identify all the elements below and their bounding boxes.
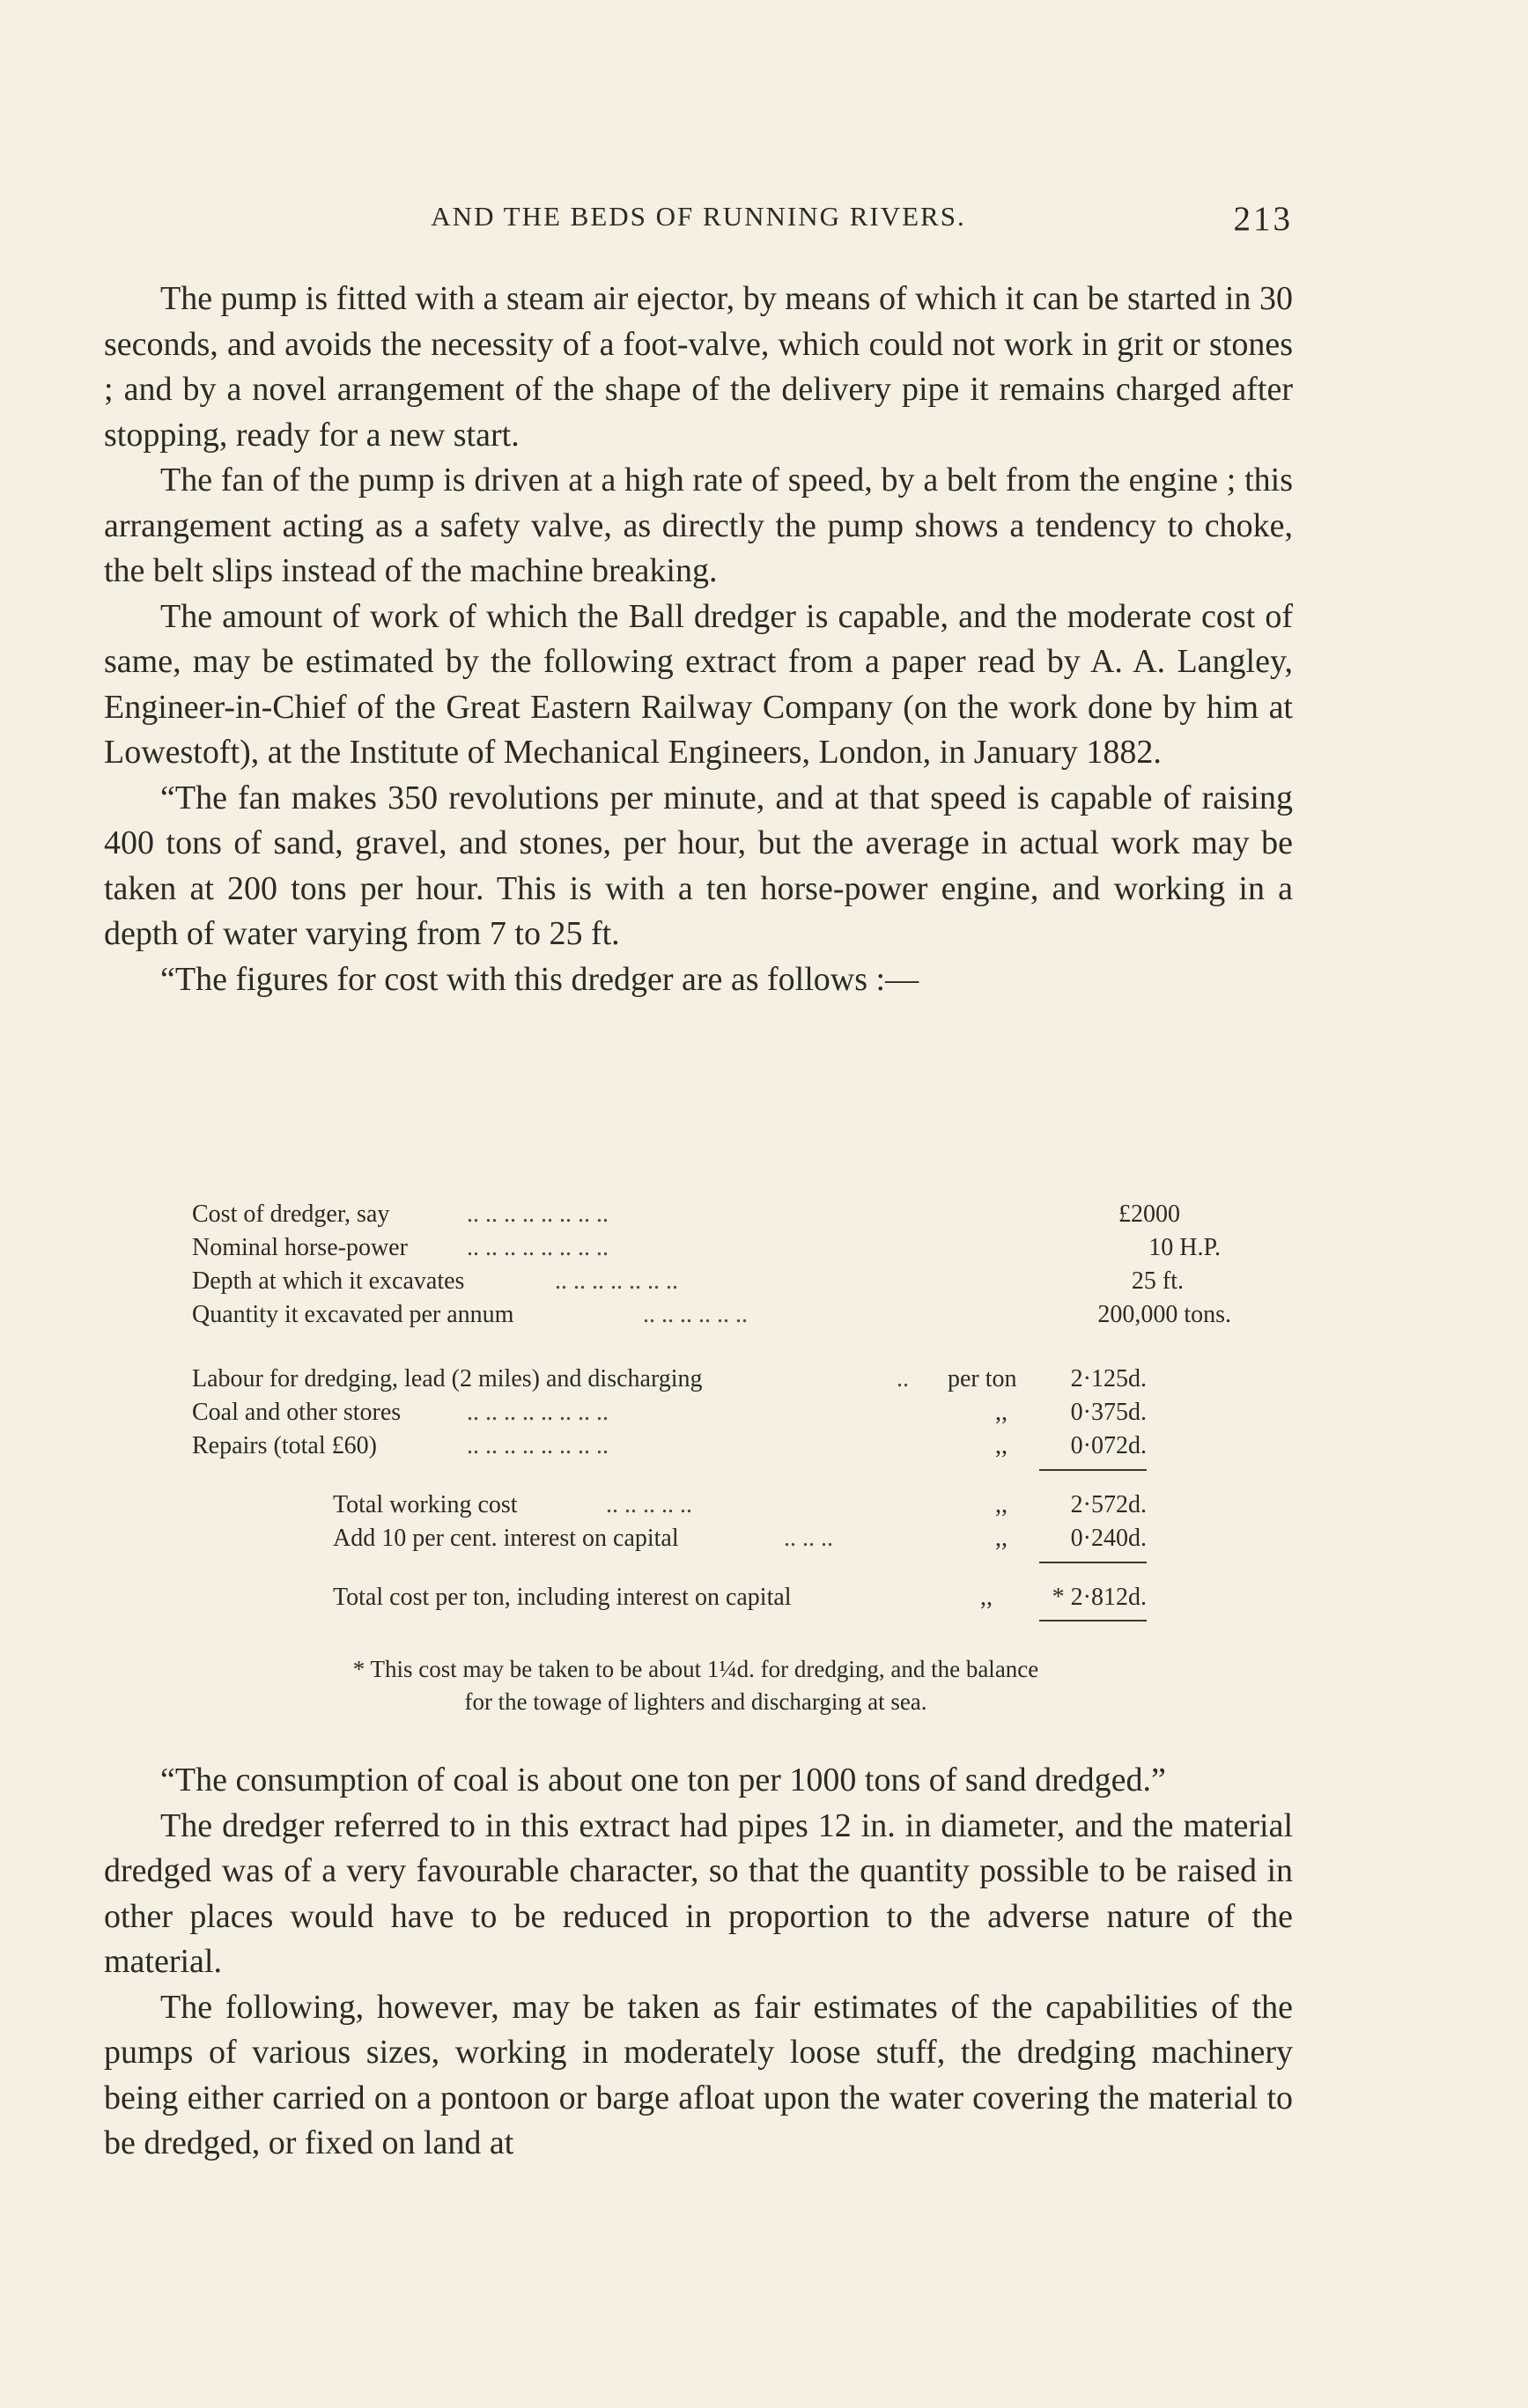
page-header bbox=[104, 201, 1293, 236]
leader-dots: .. bbox=[897, 1365, 909, 1392]
leader-dots: .. .. .. bbox=[784, 1525, 833, 1552]
table-row bbox=[192, 1522, 1231, 1555]
row-value: 0·375d. bbox=[1070, 1399, 1147, 1426]
row-value: 10 H.P. bbox=[1148, 1234, 1221, 1261]
table-row-total bbox=[192, 1581, 1231, 1614]
leader-dots: .. .. .. .. .. .. .. .. bbox=[467, 1234, 609, 1261]
leader-dots: .. .. .. .. .. .. bbox=[643, 1301, 748, 1328]
row-value: 2·125d. bbox=[1070, 1365, 1147, 1392]
row-unit: ,, bbox=[995, 1491, 1008, 1518]
table-row bbox=[192, 1198, 1231, 1231]
row-unit: per ton bbox=[948, 1365, 1017, 1392]
row-label: Add 10 per cent. interest on capital bbox=[333, 1525, 679, 1552]
table-row bbox=[192, 1265, 1231, 1298]
row-value: * 2·812d. bbox=[1052, 1584, 1147, 1611]
paragraph: “The figures for cost with this dredger are as follows :— bbox=[160, 960, 919, 998]
row-unit: ,, bbox=[995, 1399, 1008, 1426]
subtotal-rule bbox=[1039, 1469, 1147, 1471]
row-label: Total cost per ton, including interest on capital bbox=[333, 1584, 792, 1611]
paragraph: The amount of work of which the Ball dredger is capable, and the moderate cost of same, may be estimated by the following extract from a paper read by A. A. Langley, Engineer-in-Chief of the Great Eastern Railway Company (on the work done by him at Lowestoft), at the Institute of Mechanical Engineers, London, in January 1882. bbox=[104, 597, 1293, 771]
paragraph: The following, however, may be taken as fair estimates of the capabilities of the pumps of various sizes, working in moderately loose stuff, the dredging machinery being either carried on a pontoon or barge afloat upon the water covering the material to be dredged, or fixed on land at bbox=[104, 1988, 1293, 2161]
table-row bbox=[192, 1363, 1231, 1396]
row-value: 0·072d. bbox=[1070, 1432, 1147, 1459]
row-unit: ,, bbox=[980, 1584, 993, 1611]
row-label: Cost of dredger, say bbox=[192, 1200, 390, 1228]
row-label: Total working cost bbox=[333, 1491, 518, 1518]
row-value: £2000 bbox=[1118, 1200, 1180, 1228]
total-rule bbox=[1039, 1562, 1147, 1563]
body-text-bottom bbox=[104, 1758, 1293, 2167]
footnote bbox=[229, 1653, 1163, 1718]
row-value: 200,000 tons. bbox=[1097, 1301, 1231, 1328]
total-underline bbox=[1039, 1620, 1147, 1621]
paragraph: The pump is fitted with a steam air ejector, by means of which it can be started in 30 seconds, and avoids the necessity of a foot-valve, which could not work in grit or stones ; and by a novel arrangement of the shape of the delivery pipe it remains charged after stopping, ready for a new start. bbox=[104, 280, 1293, 454]
paragraph: “The consumption of coal is about one ton per 1000 tons of sand dredged.” bbox=[160, 1762, 1166, 1799]
paragraph: The fan of the pump is driven at a high rate of speed, by a belt from the engine ; this arrangement acting as a safety valve, as directly the pump shows a tendency to choke, the belt slips instead of the machine breaking. bbox=[104, 462, 1293, 589]
table-row bbox=[192, 1298, 1231, 1332]
leader-dots: .. .. .. .. .. .. .. .. bbox=[467, 1200, 609, 1228]
row-label: Depth at which it excavates bbox=[192, 1267, 465, 1295]
row-value: 25 ft. bbox=[1131, 1267, 1184, 1295]
row-label: Quantity it excavated per annum bbox=[192, 1301, 514, 1328]
row-label: Nominal horse-power bbox=[192, 1234, 408, 1261]
row-label: Coal and other stores bbox=[192, 1399, 402, 1426]
row-unit: ,, bbox=[995, 1525, 1008, 1552]
table-row bbox=[192, 1429, 1231, 1463]
table-row bbox=[192, 1488, 1231, 1522]
row-value: 0·240d. bbox=[1070, 1525, 1147, 1552]
running-head: AND THE BEDS OF RUNNING RIVERS. bbox=[431, 201, 966, 232]
row-label: Repairs (total £60) bbox=[192, 1432, 377, 1459]
paragraph: The dredger referred to in this extract had pipes 12 in. in diameter, and the material dredged was of a very favourable character, so that the quantity possible to be raised in other places would have to be reduced in proportion to the adverse nature of the material. bbox=[104, 1806, 1293, 1980]
cost-table bbox=[192, 1198, 1231, 1726]
leader-dots: .. .. .. .. .. .. .. .. bbox=[467, 1432, 609, 1459]
page-number: 213 bbox=[1233, 200, 1293, 238]
row-unit: ,, bbox=[995, 1432, 1008, 1459]
body-text-top bbox=[104, 277, 1293, 1002]
paragraph: “The fan makes 350 revolutions per minute, and at that speed is capable of raising 400 tons of sand, gravel, and stones, per hour, but the average in actual work may be taken at 200 tons per hour. This is with a ten horse-power engine, and working in a depth of water varying from 7 to 25 ft. bbox=[104, 779, 1293, 952]
table-row bbox=[192, 1396, 1231, 1429]
row-value: 2·572d. bbox=[1070, 1491, 1147, 1518]
leader-dots: .. .. .. .. .. .. .. .. bbox=[467, 1399, 609, 1426]
leader-dots: .. .. .. .. .. bbox=[606, 1491, 692, 1518]
leader-dots: .. .. .. .. .. .. .. bbox=[555, 1267, 678, 1295]
table-row bbox=[192, 1231, 1231, 1265]
footnote-line: * This cost may be taken to be about 1¼d. for dredging, and the balance bbox=[352, 1656, 1039, 1682]
row-label: Labour for dredging, lead (2 miles) and discharging bbox=[192, 1365, 703, 1392]
footnote-line: for the towage of lighters and discharging at sea. bbox=[464, 1688, 927, 1715]
